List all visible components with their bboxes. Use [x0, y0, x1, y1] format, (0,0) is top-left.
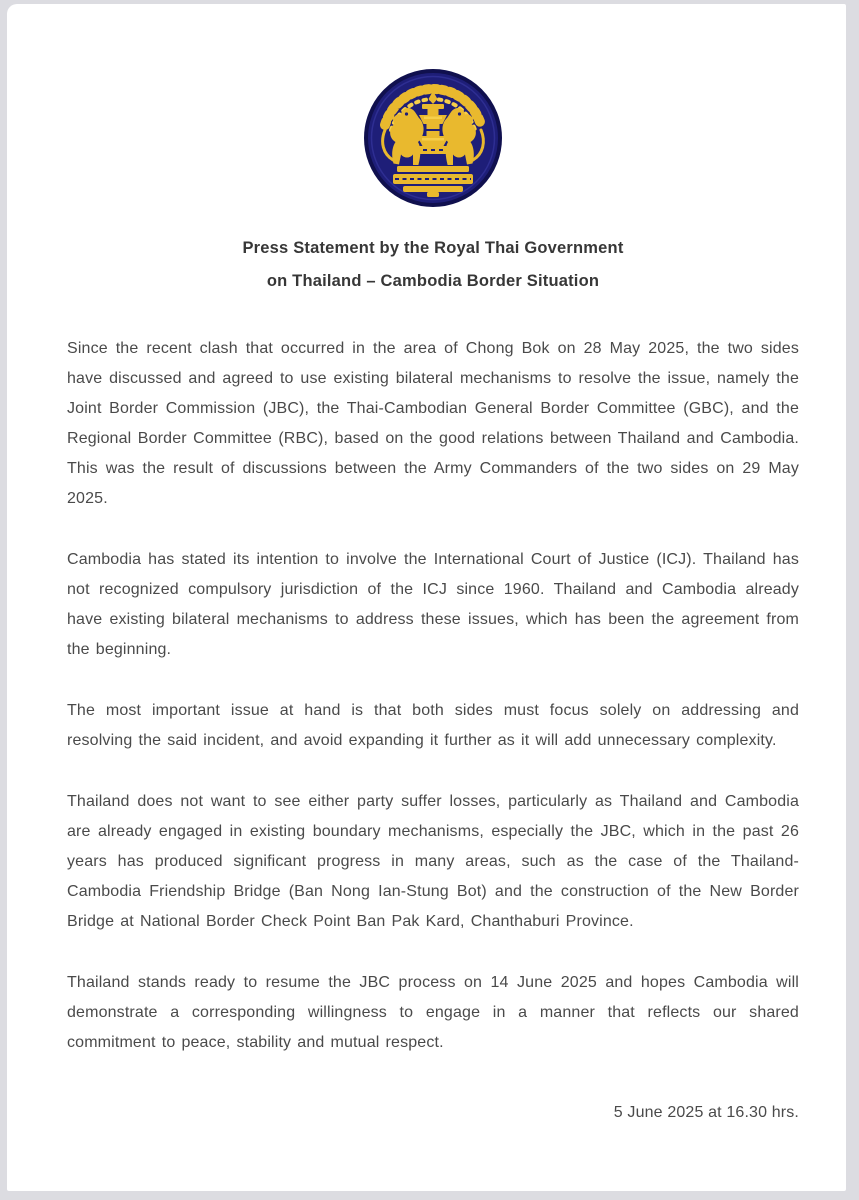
paragraph-4: Thailand does not want to see either party suffer losses, particularly as Thailand and Cambodia are already engaged in existing boundary mechanisms, especially the JBC, which in the past 26 years has produced significant progress in many areas, such as the case of the Thailand-Cambodia Friendship Bridge (Ban Nong Ian-Stung Bot) and the construction of the New Border Bridge at National Border Check Point Ban Pak Kard, Chanthaburi Province.: [67, 793, 799, 930]
paragraph-1: Since the recent clash that occurred in the area of Chong Bok on 28 May 2025, the two sides have discussed and agreed to use existing bilateral mechanisms to resolve the issue, namely the Joint Border Commission (JBC), the Thai-Cambodian General Border Committee (GBC), and the Regional Border Committee (RBC), based on the good relations between Thailand and Cambodia. This was the result of discussions between the Army Commanders of the two sides on 29 May 2025.: [67, 340, 799, 507]
title-line-1: Press Statement by the Royal Thai Government: [242, 239, 624, 257]
royal-thai-government-emblem: [363, 68, 503, 208]
paragraph-3: The most important issue at hand is that both sides must focus solely on addressing and resolving the said incident, and avoid expanding it further as it will add unnecessary complexity.: [67, 702, 799, 749]
press-statement-page: [7, 4, 846, 1191]
paragraph-5: Thailand stands ready to resume the JBC process on 14 June 2025 and hopes Cambodia will demonstrate a corresponding willingness to engage in a manner that reflects our shared commitment to peace, stability and mutual respect.: [67, 974, 799, 1051]
page-title: [67, 232, 799, 298]
statement-body: [67, 334, 799, 1058]
title-line-2: on Thailand – Cambodia Border Situation: [266, 272, 600, 290]
paragraph-2: Cambodia has stated its intention to involve the International Court of Justice (ICJ). Thailand has not recognized compulsory jurisdiction of the ICJ since 1960. Thailand and Cambodia already have existing bilateral mechanisms to address these issues, which has been the agreement from the beginning.: [67, 551, 799, 658]
dateline: 5 June 2025 at 16.30 hrs.: [613, 1104, 799, 1121]
thai-government-seal-icon: [363, 68, 503, 208]
